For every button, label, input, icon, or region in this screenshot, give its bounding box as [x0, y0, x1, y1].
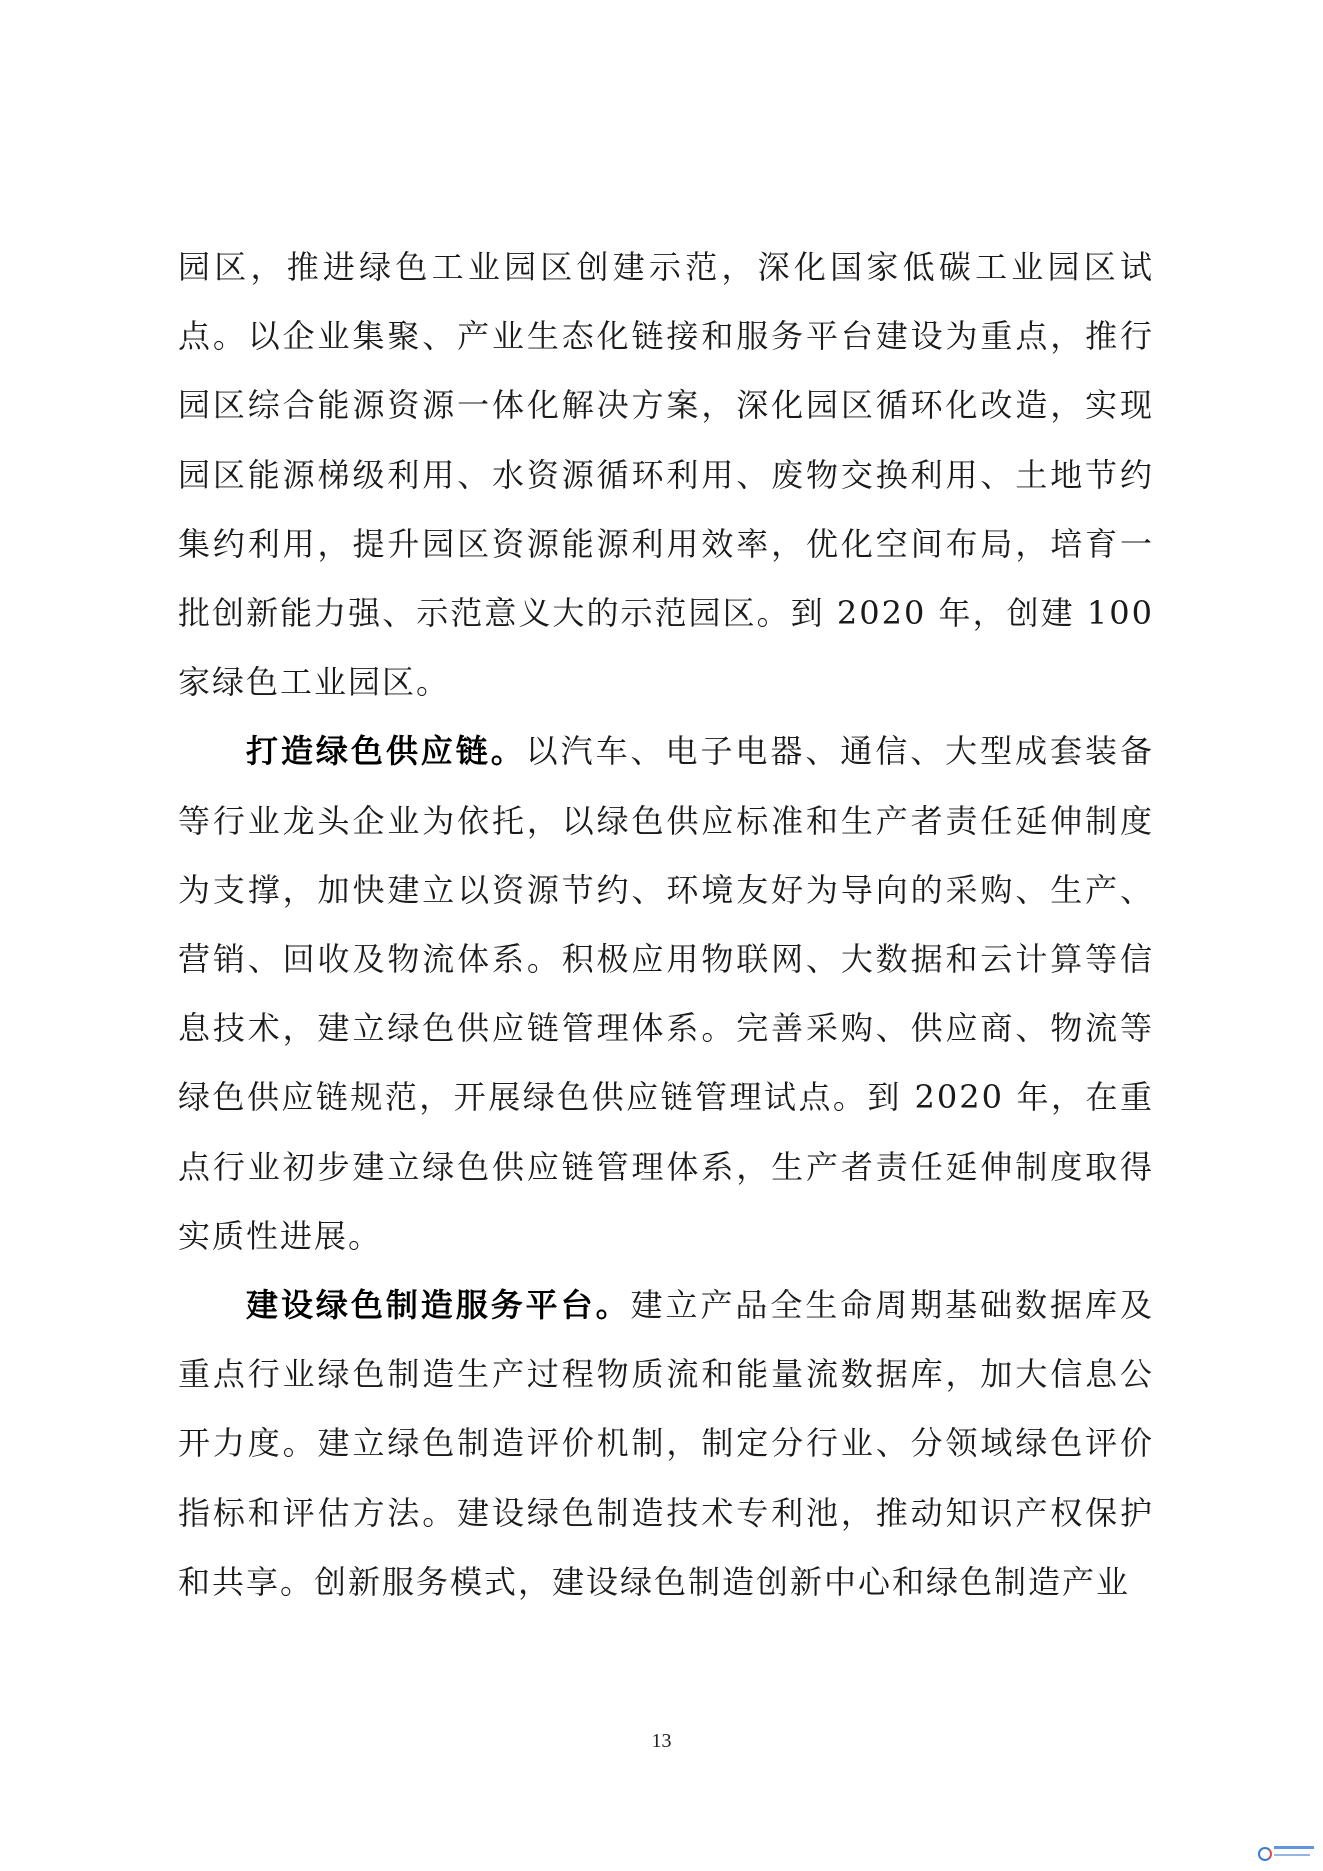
paragraph-2	[178, 717, 1154, 1271]
paragraph-3-text: 建立产品全生命周期基础数据库及重点行业绿色制造生产过程物质流和能量流数据库，加大信息公开力度。建立绿色制造评价机制，制定分行业、分领域绿色评价指标和评估方法。建设绿色制造技术专利池，推动知识产权保护和共享。创新服务模式，建设绿色制造创新中心和绿色制造产业	[178, 1286, 1154, 1601]
logo-url-mark	[1274, 1854, 1310, 1856]
paragraph-1	[178, 233, 1154, 717]
paragraph-1-text: 园区，推进绿色工业园区创建示范，深化国家低碳工业园区试点。以企业集聚、产业生态化链接和服务平台建设为重点，推行园区综合能源资源一体化解决方案，深化园区循环化改造，实现园区能源梯级利用、水资源循环利用、废物交换利用、土地节约集约利用，提升园区资源能源利用效率，优化空间布局，培育一批创新能力强、示范意义大的示范园区。到 2020 年，创建 100 家绿色工业园区。	[178, 248, 1154, 702]
logo-circle-icon	[1258, 1847, 1272, 1861]
paragraph-3	[178, 1271, 1154, 1617]
logo-text-mark	[1274, 1846, 1314, 1849]
body-text	[178, 233, 1154, 1617]
page-number: 13	[651, 1730, 672, 1752]
paragraph-3-heading: 建设绿色制造服务平台。	[246, 1286, 631, 1325]
site-logo-icon	[1258, 1845, 1316, 1863]
paragraph-2-text: 以汽车、电子电器、通信、大型成套装备等行业龙头企业为依托，以绿色供应标准和生产者责任延伸制度为支撑，加快建立以资源节约、环境友好为导向的采购、生产、营销、回收及物流体系。积极应用物联网、大数据和云计算等信息技术，建立绿色供应链管理体系。完善采购、供应商、物流等绿色供应链规范，开展绿色供应链管理试点。到 2020 年，在重点行业初步建立绿色供应链管理体系，生产者责任延伸制度取得实质性进展。	[178, 732, 1154, 1255]
paragraph-2-heading: 打造绿色供应链。	[246, 732, 526, 771]
